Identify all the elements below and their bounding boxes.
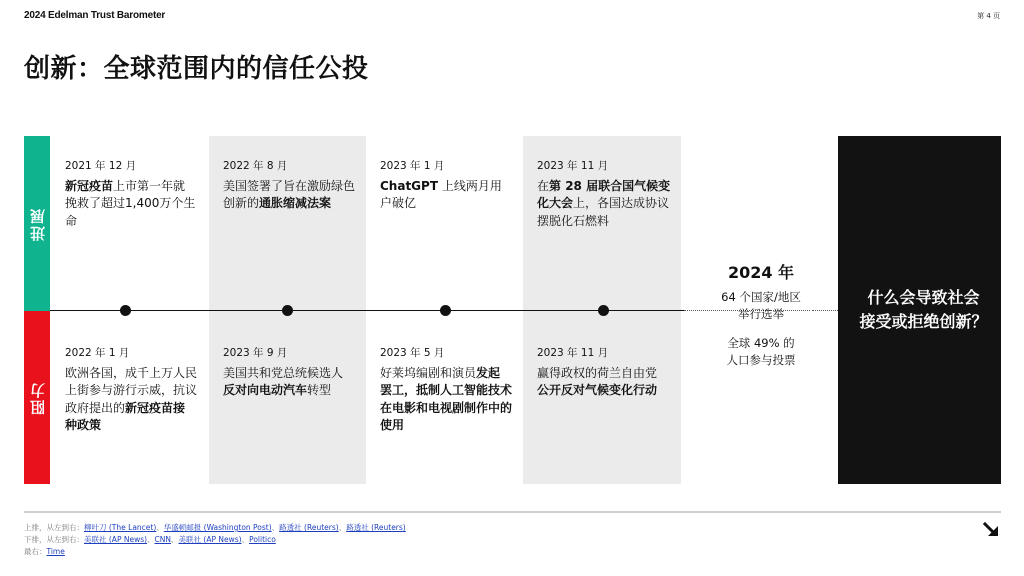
election-population: 全球 49% 的 — [727, 336, 795, 350]
event-highlight: 新冠疫苗接种政策 — [65, 400, 186, 432]
source-link[interactable]: 路透社 (Reuters) — [279, 523, 339, 532]
election-label: 举行选举 — [738, 307, 784, 321]
event-date: 2023 年 11 月 — [537, 160, 609, 172]
event-highlight: ChatGPT — [380, 178, 439, 193]
event-text: 上，各国达成协议摆脱化石燃料 — [537, 196, 670, 228]
event-text: 转型 — [307, 383, 332, 397]
timeline-dot — [120, 305, 131, 316]
progress-band-label: 进展 — [28, 206, 47, 241]
election-countries: 64 个国家/地区 — [721, 290, 801, 304]
sources-label: 下排，从左到右： — [24, 535, 84, 544]
sources-label: 上排，从左到右： — [24, 523, 84, 532]
event-highlight: 通胀缩减法案 — [259, 196, 332, 210]
event-date: 2023 年 11 月 — [537, 347, 609, 359]
resistance-band-label: 阻力 — [28, 380, 47, 415]
event-text: 赢得政权的荷兰自由党 — [537, 365, 658, 380]
progress-event-3 — [380, 158, 512, 213]
timeline-dot — [598, 305, 609, 316]
event-text: 美国签署了旨在激励绿色创新的 — [223, 178, 356, 210]
page-number: 第 4 页 — [977, 12, 1000, 20]
divider — [24, 511, 1001, 513]
event-date: 2022 年 8 月 — [223, 160, 288, 172]
question-panel — [838, 136, 1001, 484]
resistance-event-2 — [223, 345, 355, 400]
event-text: 好莱坞编剧和演员 — [380, 365, 477, 380]
event-text: 在 — [537, 178, 550, 193]
timeline-dot — [282, 305, 293, 316]
source-link[interactable]: 路透社 (Reuters) — [346, 523, 406, 532]
resistance-band — [24, 311, 50, 484]
source-link[interactable]: 华盛顿邮报 (Washington Post) — [163, 523, 272, 532]
source-link[interactable]: 柳叶刀 (The Lancet) — [84, 523, 157, 532]
sources-top-row: 上排，从左到右：柳叶刀 (The Lancet)、华盛顿邮报 (Washington Post)、路透社 (Reuters)、路透社 (Reuters) — [24, 523, 406, 532]
source-link[interactable]: Politico — [249, 535, 276, 544]
resistance-event-3 — [380, 345, 512, 435]
event-text: 美国共和党总统候选人 — [223, 365, 344, 380]
event-highlight: 发起罢工，抵制人工智能技术在电影和电视剧制作中的使用 — [380, 365, 513, 432]
election-population-label: 人口参与投票 — [726, 353, 796, 367]
event-date: 2023 年 9 月 — [223, 347, 288, 359]
sources — [24, 522, 406, 558]
event-highlight: 新冠疫苗 — [65, 178, 114, 193]
event-text: 欧洲各国，成千上万人民上街参与游行示威，抗议政府提出的 — [65, 365, 198, 415]
event-text: 上市第一年就挽救了超过1,400万个生命 — [65, 178, 196, 228]
sources-label: 最右： — [24, 547, 47, 556]
brand-logo: 2024 Edelman Trust Barometer — [24, 10, 166, 21]
source-link[interactable]: CNN — [154, 535, 172, 544]
sources-right-row — [24, 546, 406, 558]
timeline-dot — [440, 305, 451, 316]
question-line: 什么会导致社会 — [867, 288, 980, 307]
timeline-axis — [50, 310, 684, 311]
election-summary — [684, 260, 838, 369]
event-highlight: 第 28 届联合国气候变化大会 — [537, 178, 671, 210]
event-date: 2022 年 1 月 — [65, 347, 130, 359]
event-highlight: 公开反对气候变化行动 — [537, 383, 658, 397]
progress-event-4 — [537, 158, 671, 230]
progress-event-1 — [65, 158, 197, 230]
source-link[interactable]: Time — [46, 547, 65, 556]
election-year: 2024 年 — [727, 263, 795, 282]
source-link[interactable]: 美联社 (AP News) — [84, 535, 148, 544]
arrow-down-right-icon[interactable] — [982, 521, 1002, 541]
source-link[interactable]: 美联社 (AP News) — [178, 535, 242, 544]
page-title: 创新：全球范围内的信任公投 — [24, 54, 369, 84]
event-highlight: 反对向电动汽车 — [223, 383, 308, 397]
event-date: 2021 年 12 月 — [65, 160, 137, 172]
question-line: 接受或拒绝创新？ — [859, 312, 988, 331]
progress-band — [24, 136, 50, 311]
resistance-event-4 — [537, 345, 669, 400]
sources-bottom-row: 下排，从左到右：美联社 (AP News)、CNN、美联社 (AP News)、Politico — [24, 535, 276, 544]
event-date: 2023 年 5 月 — [380, 347, 445, 359]
event-text: 上线两月用户破亿 — [380, 178, 502, 210]
resistance-event-1 — [65, 345, 197, 435]
event-date: 2023 年 1 月 — [380, 160, 445, 172]
progress-event-2 — [223, 158, 355, 213]
